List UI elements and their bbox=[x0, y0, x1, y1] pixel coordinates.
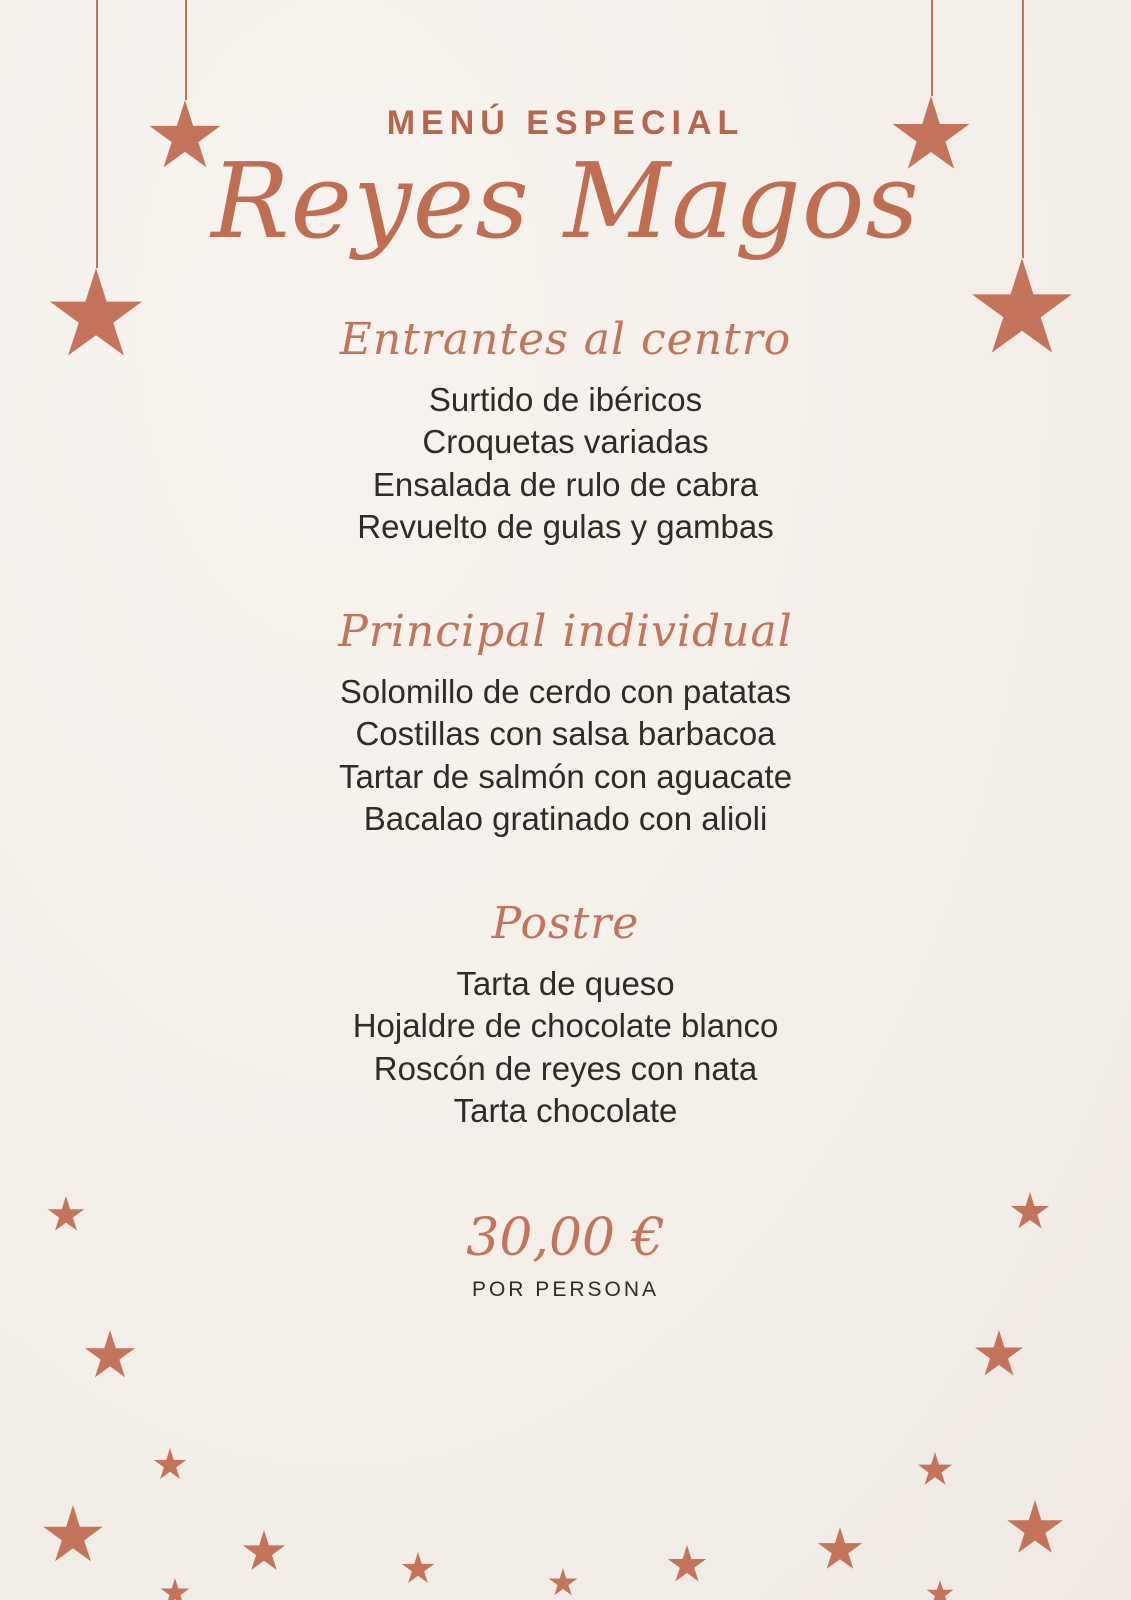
menu-section-entrantes bbox=[0, 314, 1131, 548]
star-icon bbox=[84, 1330, 136, 1382]
menu-section-postre bbox=[0, 898, 1131, 1132]
star-icon bbox=[242, 1530, 286, 1574]
star-icon bbox=[1006, 1500, 1064, 1558]
menu-item: Croquetas variadas bbox=[422, 423, 709, 461]
menu-item: Roscón de reyes con nata bbox=[373, 1049, 758, 1087]
star-icon bbox=[817, 1527, 863, 1573]
star-icon bbox=[667, 1545, 707, 1585]
star-icon bbox=[42, 1505, 104, 1567]
star-icon bbox=[160, 1578, 190, 1600]
star-icon bbox=[917, 1452, 953, 1488]
menu-item: Surtido de ibéricos bbox=[428, 381, 703, 419]
menu-price: 30,00 € bbox=[466, 1208, 665, 1268]
menu-item: Tarta chocolate bbox=[453, 1091, 678, 1129]
star-icon bbox=[153, 1448, 187, 1482]
menu-kicker: MENÚ ESPECIAL bbox=[386, 104, 745, 142]
menu-item: Tartar de salmón con aguacate bbox=[338, 757, 793, 795]
menu-item: Solomillo de cerdo con patatas bbox=[339, 673, 792, 711]
star-icon bbox=[926, 1580, 954, 1600]
section-item-list bbox=[0, 963, 1131, 1132]
menu-item: Ensalada de rulo de cabra bbox=[372, 465, 759, 503]
menu-item: Bacalao gratinado con alioli bbox=[363, 799, 768, 837]
section-title: Principal individual bbox=[338, 606, 793, 658]
section-item-list bbox=[0, 379, 1131, 548]
menu-item: Costillas con salsa barbacoa bbox=[355, 715, 776, 753]
menu-title: Reyes Magos bbox=[211, 140, 920, 262]
star-icon bbox=[548, 1568, 578, 1598]
menu-item: Hojaldre de chocolate blanco bbox=[352, 1007, 779, 1045]
section-title: Entrantes al centro bbox=[339, 314, 792, 366]
menu-section-principal bbox=[0, 606, 1131, 840]
star-icon bbox=[401, 1552, 435, 1586]
star-icon bbox=[974, 1330, 1024, 1380]
section-title: Postre bbox=[491, 898, 640, 950]
menu-item: Tarta de queso bbox=[456, 965, 675, 1003]
menu-price-note: POR PERSONA bbox=[471, 1278, 660, 1301]
section-item-list bbox=[0, 671, 1131, 840]
menu-item: Revuelto de gulas y gambas bbox=[357, 507, 774, 545]
